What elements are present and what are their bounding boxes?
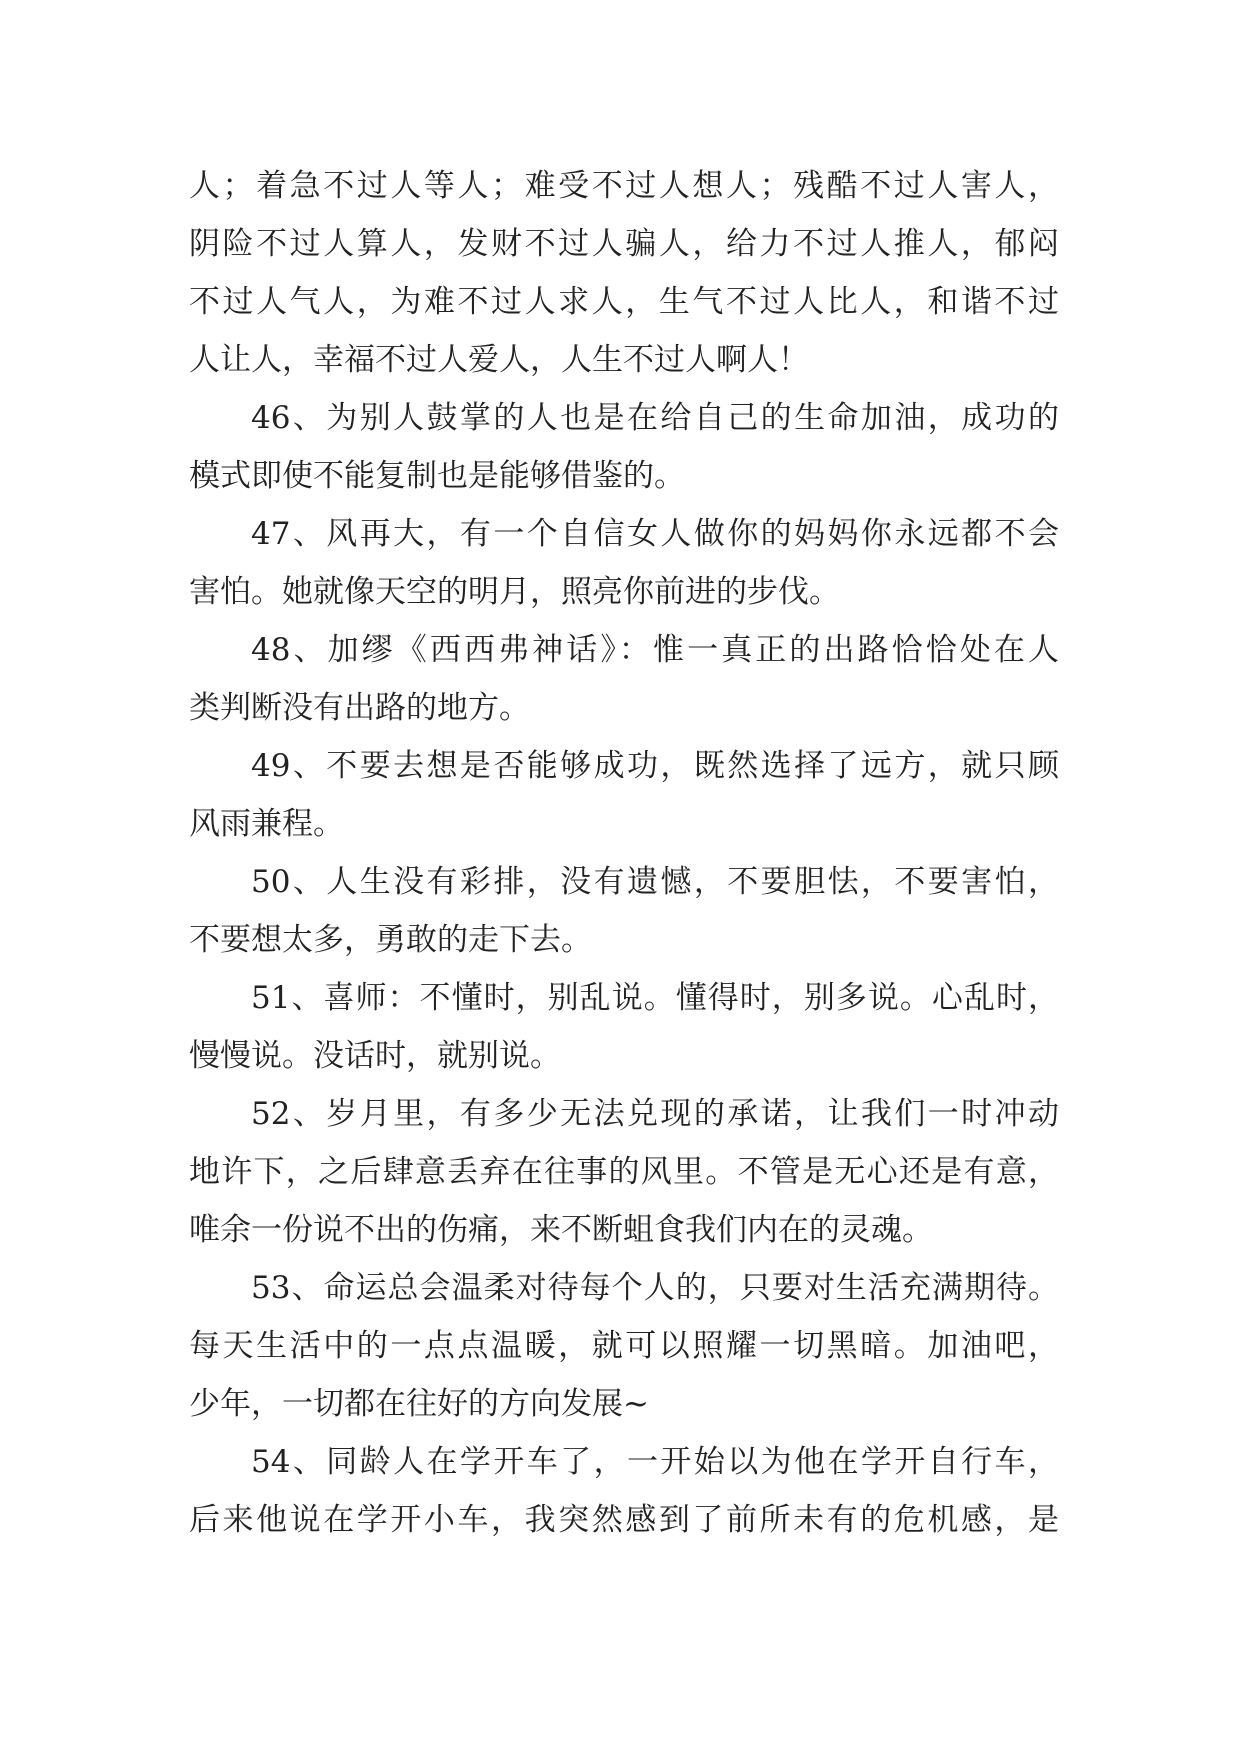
paragraph-48-start: 48、加缪《西西弗神话》：惟一真正的出路恰恰处在人 [251, 632, 1059, 668]
paragraph-47-start: 47、风再大，有一个自信女人做你的妈妈你永远都不会 [251, 516, 1059, 552]
paragraph-49-start: 49、不要去想是否能够成功，既然选择了远方，就只顾 [251, 748, 1059, 784]
text-line: 不要想太多，勇敢的走下去。 [189, 922, 592, 958]
text-line: 每天生活中的一点点温暖，就可以照耀一切黑暗。加油吧， [189, 1328, 1059, 1364]
text-line: 后来他说在学开小车，我突然感到了前所未有的危机感，是 [189, 1502, 1059, 1538]
document-body [189, 157, 1059, 1549]
paragraph-50-start: 50、人生没有彩排，没有遗憾，不要胆怯，不要害怕， [251, 864, 1059, 900]
text-line: 不过人气人，为难不过人求人，生气不过人比人，和谐不过 [189, 284, 1059, 320]
text-line: 阴险不过人算人，发财不过人骗人，给力不过人推人，郁闷 [189, 226, 1059, 262]
text-line: 害怕。她就像天空的明月，照亮你前进的步伐。 [189, 574, 840, 610]
text-line: 少年，一切都在往好的方向发展~ [189, 1386, 649, 1422]
paragraph-52-start: 52、岁月里，有多少无法兑现的承诺，让我们一时冲动 [251, 1096, 1059, 1132]
paragraph-51-start: 51、喜师：不懂时，别乱说。懂得时，别多说。心乱时， [251, 980, 1059, 1016]
text-line: 慢慢说。没话时，就别说。 [189, 1038, 561, 1074]
text-line: 类判断没有出路的地方。 [189, 690, 530, 726]
paragraph-54-start: 54、同龄人在学开车了，一开始以为他在学开自行车， [251, 1444, 1059, 1480]
paragraph-46-start: 46、为别人鼓掌的人也是在给自己的生命加油，成功的 [251, 400, 1059, 436]
text-line: 人让人，幸福不过人爱人，人生不过人啊人！ [189, 342, 809, 378]
text-line: 风雨兼程。 [189, 806, 344, 842]
text-line: 唯余一份说不出的伤痛，来不断蛆食我们内在的灵魂。 [189, 1212, 933, 1248]
text-line: 人；着急不过人等人；难受不过人想人；残酷不过人害人， [189, 168, 1059, 204]
paragraph-53-start: 53、命运总会温柔对待每个人的，只要对生活充满期待。 [251, 1270, 1059, 1306]
text-line: 地许下，之后肆意丢弃在往事的风里。不管是无心还是有意， [189, 1154, 1059, 1190]
text-line: 模式即使不能复制也是能够借鉴的。 [189, 458, 685, 494]
